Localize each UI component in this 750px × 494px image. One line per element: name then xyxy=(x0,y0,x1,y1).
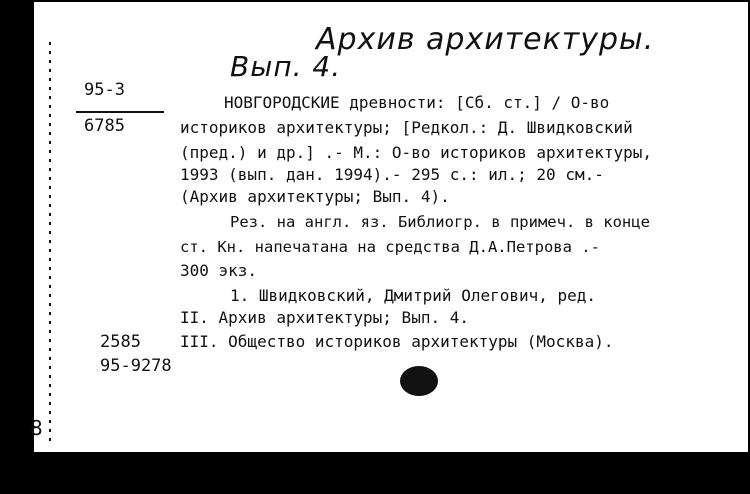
tracing-entry-3: III. Общество историков архитектуры (Москва). xyxy=(180,332,614,351)
record-line-5: (Архив архитектуры; Вып. 4). xyxy=(180,187,450,206)
note-line-3: 300 экз. xyxy=(180,261,258,280)
record-line-1: НОВГОРОДСКИЕ древности: [Сб. ст.] / О-во xyxy=(224,93,610,112)
note-line-2: ст. Кн. напечатана на средства Д.А.Петрова .- xyxy=(180,238,600,256)
inventory-number: 6785 xyxy=(84,116,125,136)
margin-dotted-line xyxy=(49,42,51,447)
record-line-2: историков архитектуры; [Редкол.: Д. Швидковский xyxy=(180,118,633,137)
call-number-bottom-1: 2585 xyxy=(100,332,141,352)
margin-mark: 8 xyxy=(30,416,43,440)
record-line-3: (пред.) и др.] .- М.: О-во историков архитектуры, xyxy=(180,143,653,162)
catalog-card xyxy=(30,2,748,452)
call-number-top: 95-3 xyxy=(84,80,125,100)
note-line-1: Рез. на англ. яз. Библиогр. в примеч. в конце xyxy=(230,213,650,231)
card-punch-hole xyxy=(400,366,438,396)
record-line-4: 1993 (вып. дан. 1994).- 295 с.: ил.; 20 см.- xyxy=(180,165,604,184)
handwritten-issue: Вып. 4. xyxy=(230,50,342,83)
call-number-bottom-2: 95-9278 xyxy=(100,356,172,376)
tracing-entry-2: II. Архив архитектуры; Вып. 4. xyxy=(180,308,469,327)
call-number-divider xyxy=(76,111,164,113)
handwritten-series-title: Архив архитектуры. xyxy=(316,22,655,57)
tracing-entry-1: 1. Швидковский, Дмитрий Олегович, ред. xyxy=(230,286,597,305)
